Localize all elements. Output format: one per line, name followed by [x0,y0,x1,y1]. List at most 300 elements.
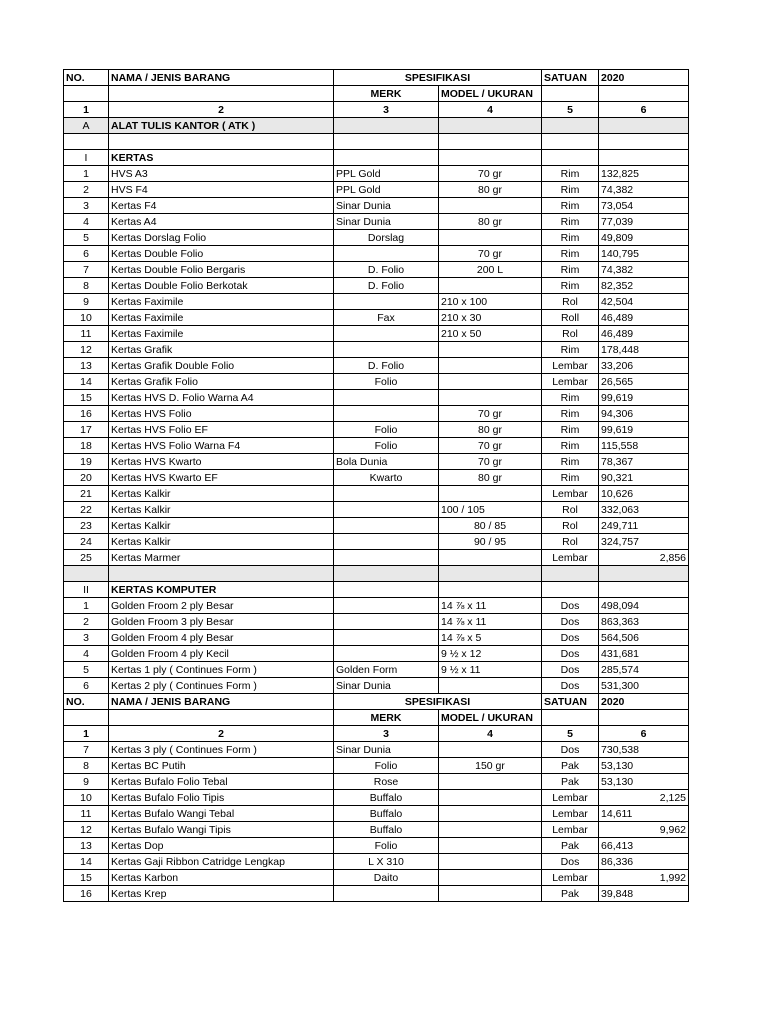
item-no: 14 [64,854,109,870]
item-harga: 49,809 [599,230,689,246]
item-model [439,198,542,214]
item-nama: Golden Froom 2 ply Besar [109,598,334,614]
item-merk: D. Folio [334,358,439,374]
item-satuan: Dos [542,646,599,662]
section-code: A [64,118,109,134]
item-nama: Kertas Kalkir [109,486,334,502]
item-nama: Kertas Double Folio Bergaris [109,262,334,278]
item-merk [334,518,439,534]
item-model: 80 gr [439,214,542,230]
item-harga: 90,321 [599,470,689,486]
table-row [64,214,689,230]
empty-cell [542,118,599,134]
item-model: 90 / 95 [439,534,542,550]
item-merk [334,342,439,358]
header-merk: MERK [334,710,439,726]
item-merk: Buffalo [334,822,439,838]
table-row [64,278,689,294]
item-model [439,774,542,790]
empty-cell [542,134,599,150]
item-harga: 14,611 [599,806,689,822]
empty-cell [439,118,542,134]
item-satuan: Pak [542,758,599,774]
item-merk: Buffalo [334,806,439,822]
item-no: 15 [64,870,109,886]
item-merk [334,630,439,646]
item-satuan: Rol [542,502,599,518]
item-harga: 178,448 [599,342,689,358]
item-satuan: Rim [542,262,599,278]
table-row [64,790,689,806]
item-no: 5 [64,662,109,678]
empty-cell [599,118,689,134]
item-no: 6 [64,246,109,262]
item-nama: Kertas Marmer [109,550,334,566]
item-satuan: Lembar [542,486,599,502]
item-merk: Sinar Dunia [334,198,439,214]
item-harga: 115,558 [599,438,689,454]
table-row [64,646,689,662]
item-satuan: Lembar [542,790,599,806]
empty-cell [439,566,542,582]
spacer-row [64,134,689,150]
item-harga: 82,352 [599,278,689,294]
table-row [64,358,689,374]
header-row-repeat [64,694,689,710]
item-nama: Kertas Grafik Double Folio [109,358,334,374]
item-model: 14 ⅞ x 11 [439,614,542,630]
column-number: 1 [64,102,109,118]
empty-cell [334,118,439,134]
item-satuan: Rim [542,454,599,470]
column-number: 2 [109,102,334,118]
item-harga: 26,565 [599,374,689,390]
item-satuan: Rol [542,326,599,342]
item-satuan: Dos [542,630,599,646]
section-row [64,150,689,166]
item-satuan: Lembar [542,870,599,886]
header-blank [109,710,334,726]
item-model [439,390,542,406]
header-spesifikasi: SPESIFIKASI [334,694,542,710]
item-model [439,342,542,358]
item-merk: Folio [334,838,439,854]
table-row [64,806,689,822]
table-row [64,166,689,182]
table-row [64,470,689,486]
item-no: 3 [64,630,109,646]
column-number: 3 [334,726,439,742]
item-nama: Kertas HVS Kwarto [109,454,334,470]
item-harga: 46,489 [599,310,689,326]
empty-cell [334,566,439,582]
item-satuan: Rim [542,230,599,246]
header-blank [599,86,689,102]
column-number: 1 [64,726,109,742]
item-model [439,374,542,390]
item-no: 21 [64,486,109,502]
item-merk [334,502,439,518]
item-nama: Kertas Grafik [109,342,334,358]
table-row [64,198,689,214]
item-merk: Sinar Dunia [334,742,439,758]
section-row [64,582,689,598]
item-no: 9 [64,774,109,790]
item-nama: Golden Froom 4 ply Kecil [109,646,334,662]
item-harga: 99,619 [599,422,689,438]
subheader-row-top [64,86,689,102]
item-harga: 730,538 [599,742,689,758]
item-no: 13 [64,358,109,374]
item-harga: 33,206 [599,358,689,374]
item-no: 8 [64,278,109,294]
item-no: 11 [64,806,109,822]
column-number: 6 [599,726,689,742]
item-nama: Kertas HVS Folio [109,406,334,422]
item-model: 9 ½ x 11 [439,662,542,678]
item-model [439,486,542,502]
empty-cell [599,134,689,150]
item-no: 5 [64,230,109,246]
item-harga: 1,992 [599,870,689,886]
table-row [64,758,689,774]
empty-cell [334,134,439,150]
item-satuan: Rol [542,294,599,310]
item-model: 80 gr [439,422,542,438]
item-nama: Kertas Karbon [109,870,334,886]
item-satuan: Rim [542,438,599,454]
item-model: 80 / 85 [439,518,542,534]
item-harga: 39,848 [599,886,689,902]
item-harga: 285,574 [599,662,689,678]
item-harga: 94,306 [599,406,689,422]
table-row [64,502,689,518]
table-row [64,742,689,758]
item-no: 10 [64,310,109,326]
item-no: 6 [64,678,109,694]
item-model: 210 x 30 [439,310,542,326]
item-nama: Kertas Bufalo Wangi Tebal [109,806,334,822]
item-no: 12 [64,822,109,838]
item-nama: Golden Froom 3 ply Besar [109,614,334,630]
empty-cell [439,582,542,598]
header-model: MODEL / UKURAN [439,710,542,726]
item-model [439,230,542,246]
item-harga: 324,757 [599,534,689,550]
empty-cell [109,134,334,150]
item-model: 9 ½ x 12 [439,646,542,662]
item-no: 11 [64,326,109,342]
item-nama: Kertas Bufalo Wangi Tipis [109,822,334,838]
item-model: 70 gr [439,454,542,470]
item-merk [334,294,439,310]
table-row [64,374,689,390]
item-no: 22 [64,502,109,518]
item-harga: 73,054 [599,198,689,214]
item-merk [334,886,439,902]
subheader-row-repeat [64,710,689,726]
item-satuan: Rim [542,214,599,230]
item-merk [334,326,439,342]
header-merk: MERK [334,86,439,102]
item-harga: 99,619 [599,390,689,406]
item-no: 19 [64,454,109,470]
item-model: 100 / 105 [439,502,542,518]
item-model [439,838,542,854]
header-satuan: SATUAN [542,70,599,86]
item-satuan: Lembar [542,822,599,838]
item-harga: 2,125 [599,790,689,806]
table-row [64,870,689,886]
column-number: 4 [439,102,542,118]
item-no: 9 [64,294,109,310]
item-no: 16 [64,886,109,902]
item-satuan: Pak [542,838,599,854]
table-row [64,838,689,854]
header-blank [64,710,109,726]
item-no: 15 [64,390,109,406]
section-name: ALAT TULIS KANTOR ( ATK ) [109,118,334,134]
item-model: 70 gr [439,166,542,182]
empty-cell [64,134,109,150]
table-row [64,678,689,694]
item-satuan: Dos [542,854,599,870]
item-model: 70 gr [439,438,542,454]
item-satuan: Lembar [542,358,599,374]
item-satuan: Rol [542,518,599,534]
empty-cell [599,150,689,166]
item-model [439,678,542,694]
table-row [64,406,689,422]
item-merk [334,390,439,406]
column-number: 5 [542,102,599,118]
item-model: 70 gr [439,406,542,422]
item-model: 80 gr [439,182,542,198]
table-row [64,550,689,566]
item-model [439,358,542,374]
item-merk: D. Folio [334,262,439,278]
item-model: 14 ⅞ x 5 [439,630,542,646]
item-no: 12 [64,342,109,358]
column-number: 3 [334,102,439,118]
item-satuan: Dos [542,614,599,630]
item-model: 200 L [439,262,542,278]
item-merk: Golden Form [334,662,439,678]
item-nama: Kertas Dorslag Folio [109,230,334,246]
item-no: 18 [64,438,109,454]
item-nama: Golden Froom 4 ply Besar [109,630,334,646]
item-satuan: Rim [542,182,599,198]
item-harga: 498,094 [599,598,689,614]
item-nama: Kertas Kalkir [109,534,334,550]
item-satuan: Dos [542,598,599,614]
item-satuan: Lembar [542,806,599,822]
item-no: 24 [64,534,109,550]
item-harga: 78,367 [599,454,689,470]
item-merk: Dorslag [334,230,439,246]
item-harga: 53,130 [599,774,689,790]
item-no: 1 [64,166,109,182]
item-merk [334,598,439,614]
item-harga: 9,962 [599,822,689,838]
item-satuan: Dos [542,742,599,758]
item-model: 210 x 50 [439,326,542,342]
item-satuan: Pak [542,886,599,902]
item-model [439,550,542,566]
item-no: 20 [64,470,109,486]
item-no: 7 [64,262,109,278]
item-no: 8 [64,758,109,774]
table-row [64,262,689,278]
item-no: 17 [64,422,109,438]
item-no: 13 [64,838,109,854]
item-merk: Folio [334,438,439,454]
item-merk [334,550,439,566]
column-number-row-top [64,102,689,118]
price-table [63,69,689,902]
item-harga: 863,363 [599,614,689,630]
item-model [439,886,542,902]
item-no: 10 [64,790,109,806]
item-no: 7 [64,742,109,758]
item-merk: Bola Dunia [334,454,439,470]
item-nama: HVS A3 [109,166,334,182]
item-satuan: Lembar [542,374,599,390]
item-model [439,278,542,294]
item-nama: Kertas Bufalo Folio Tebal [109,774,334,790]
empty-cell [334,582,439,598]
table-row [64,246,689,262]
item-nama: Kertas Double Folio [109,246,334,262]
section-code: I [64,150,109,166]
empty-cell [334,150,439,166]
empty-cell [542,566,599,582]
item-satuan: Rim [542,406,599,422]
item-merk: D. Folio [334,278,439,294]
table-row [64,630,689,646]
table-row [64,886,689,902]
item-no: 4 [64,646,109,662]
header-nama: NAMA / JENIS BARANG [109,70,334,86]
item-model: 150 gr [439,758,542,774]
column-number-row-repeat [64,726,689,742]
item-model [439,742,542,758]
empty-cell [439,134,542,150]
column-number: 2 [109,726,334,742]
item-nama: Kertas 2 ply ( Continues Form ) [109,678,334,694]
item-merk [334,406,439,422]
item-model: 80 gr [439,470,542,486]
table-row [64,438,689,454]
item-nama: HVS F4 [109,182,334,198]
item-nama: Kertas BC Putih [109,758,334,774]
empty-cell [542,150,599,166]
item-nama: Kertas 3 ply ( Continues Form ) [109,742,334,758]
table-row [64,422,689,438]
header-year: 2020 [599,70,689,86]
item-nama: Kertas Faximile [109,326,334,342]
item-model [439,822,542,838]
item-merk: Buffalo [334,790,439,806]
item-harga: 74,382 [599,262,689,278]
item-harga: 564,506 [599,630,689,646]
header-no: NO. [64,70,109,86]
item-nama: Kertas Krep [109,886,334,902]
item-satuan: Rim [542,246,599,262]
item-harga: 46,489 [599,326,689,342]
item-model: 70 gr [439,246,542,262]
item-satuan: Rim [542,470,599,486]
item-merk [334,534,439,550]
table-row [64,454,689,470]
item-merk [334,646,439,662]
item-satuan: Dos [542,662,599,678]
item-no: 4 [64,214,109,230]
item-merk: Folio [334,374,439,390]
item-merk [334,486,439,502]
header-blank [542,710,599,726]
header-blank [542,86,599,102]
item-nama: Kertas HVS Folio Warna F4 [109,438,334,454]
table-row [64,486,689,502]
header-blank [109,86,334,102]
item-satuan: Pak [542,774,599,790]
header-row-top [64,70,689,86]
item-satuan: Rim [542,342,599,358]
table-row [64,390,689,406]
item-satuan: Lembar [542,550,599,566]
item-harga: 431,681 [599,646,689,662]
item-satuan: Rim [542,198,599,214]
item-nama: Kertas Dop [109,838,334,854]
item-merk: Fax [334,310,439,326]
item-no: 25 [64,550,109,566]
table-row [64,518,689,534]
table-row [64,310,689,326]
item-satuan: Rim [542,166,599,182]
header-spesifikasi: SPESIFIKASI [334,70,542,86]
item-merk: Rose [334,774,439,790]
item-harga: 66,413 [599,838,689,854]
price-table-body [64,70,689,902]
table-row [64,774,689,790]
item-satuan: Dos [542,678,599,694]
table-row [64,534,689,550]
item-satuan: Roll [542,310,599,326]
item-harga: 332,063 [599,502,689,518]
empty-cell [542,582,599,598]
item-model: 14 ⅞ x 11 [439,598,542,614]
table-row [64,598,689,614]
item-harga: 53,130 [599,758,689,774]
header-year: 2020 [599,694,689,710]
item-model [439,870,542,886]
item-merk: L X 310 [334,854,439,870]
item-model: 210 x 100 [439,294,542,310]
header-satuan: SATUAN [542,694,599,710]
item-harga: 2,856 [599,550,689,566]
header-model: MODEL / UKURAN [439,86,542,102]
column-number: 6 [599,102,689,118]
empty-cell [599,582,689,598]
item-merk: Daito [334,870,439,886]
item-nama: Kertas HVS Folio EF [109,422,334,438]
item-harga: 132,825 [599,166,689,182]
item-harga: 77,039 [599,214,689,230]
item-harga: 140,795 [599,246,689,262]
item-merk: PPL Gold [334,182,439,198]
section-name: KERTAS [109,150,334,166]
